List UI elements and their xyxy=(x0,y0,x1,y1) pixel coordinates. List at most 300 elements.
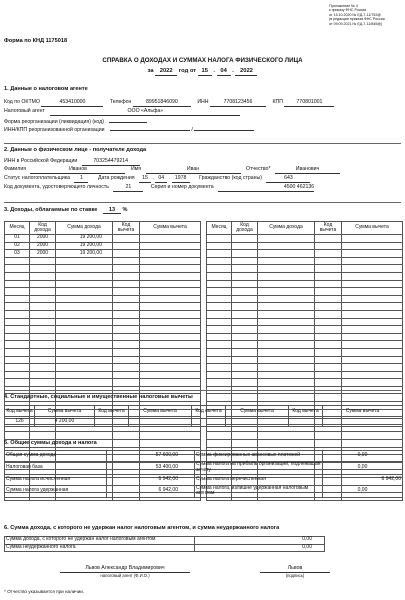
income-code-cell xyxy=(232,440,258,448)
deduction-sum-cell xyxy=(342,379,403,387)
income-code-cell xyxy=(232,432,258,440)
income-code-cell xyxy=(30,303,56,311)
deduction-sum-cell xyxy=(342,303,403,311)
income-sum-cell xyxy=(258,440,315,448)
income-sum-cell: 19 200,00 xyxy=(56,242,113,250)
period-doc-year: 2022 xyxy=(235,68,257,76)
table-row xyxy=(5,235,201,243)
surname-label: Фамилия xyxy=(4,166,27,172)
deduction-sum-cell xyxy=(342,432,403,440)
table-row xyxy=(5,280,201,288)
deduction-code-cell xyxy=(113,440,140,448)
month-cell xyxy=(207,348,232,356)
birth-day: 15 xyxy=(139,176,151,183)
month-cell xyxy=(207,341,232,349)
deduction-sum-cell xyxy=(342,295,403,303)
table-row xyxy=(5,371,201,379)
agent-fullname: Львов Александр Владимирович xyxy=(60,566,190,573)
income-sum-cell xyxy=(56,265,113,273)
income-sum-cell xyxy=(56,432,113,440)
table-row xyxy=(5,432,201,440)
empty-cell xyxy=(289,419,323,427)
month-cell xyxy=(207,250,232,258)
deduction-sum-cell xyxy=(342,364,403,372)
income-sum-cell xyxy=(258,348,315,356)
deduction-sum-cell xyxy=(342,265,403,273)
income-sum-cell xyxy=(258,379,315,387)
table-row xyxy=(5,318,201,326)
period-day: 15 xyxy=(198,68,212,76)
deduction-code-cell xyxy=(113,257,140,265)
deduction-sum-cell xyxy=(342,272,403,280)
income-sum-cell xyxy=(258,364,315,372)
recipient-name-line xyxy=(4,167,404,174)
month-cell xyxy=(207,280,232,288)
profit-tax-label: Сумма налога на прибыль организаций, подлежащая зачету xyxy=(195,462,323,475)
deduction-sum-cell xyxy=(342,440,403,448)
income-sum-cell xyxy=(258,356,315,364)
income-code-cell xyxy=(30,310,56,318)
table-row xyxy=(207,318,403,326)
deduction-code-cell xyxy=(113,371,140,379)
birth-month: 04 xyxy=(155,176,167,183)
income-sum-cell xyxy=(258,310,315,318)
income-sum-cell xyxy=(56,348,113,356)
unwithheld-income-value: 0,00 xyxy=(195,537,325,545)
reorg-line xyxy=(4,118,147,126)
table-row xyxy=(207,364,403,372)
income-sum-cell xyxy=(56,333,113,341)
deduction-sum-cell xyxy=(140,379,201,387)
income-code-cell xyxy=(232,379,258,387)
income-code-cell xyxy=(30,318,56,326)
month-cell: 01 xyxy=(5,235,30,243)
income-code-cell xyxy=(232,235,258,243)
totals-table xyxy=(4,450,403,498)
table-row xyxy=(5,310,201,318)
period-year: 2022 xyxy=(155,68,177,76)
deduction-sum-header: Сумма вычета xyxy=(323,406,403,419)
deduction-code-cell xyxy=(113,333,140,341)
month-cell xyxy=(5,333,30,341)
deduction-code-cell xyxy=(315,310,342,318)
income-sum-cell xyxy=(258,295,315,303)
income-sum-cell xyxy=(258,250,315,258)
income-code-cell xyxy=(30,326,56,334)
table-row xyxy=(5,348,201,356)
income-code-cell: 2000 xyxy=(30,242,56,250)
month-cell xyxy=(207,432,232,440)
income-code-cell xyxy=(232,371,258,379)
section-5-heading: 5. Общие суммы дохода и налога xyxy=(4,440,97,446)
name-label: Имя xyxy=(130,166,142,172)
doc-code-label: Код документа, удостоверяющего личность xyxy=(4,184,109,190)
birth-label: Дата рождения xyxy=(97,175,135,181)
deduction-code-cell xyxy=(113,280,140,288)
deduction-sum-cell xyxy=(342,288,403,296)
table-row xyxy=(207,348,403,356)
name-value: Иван xyxy=(146,167,241,174)
deduction-code-cell xyxy=(113,250,140,258)
deduction-code-cell xyxy=(113,364,140,372)
month-cell xyxy=(5,288,30,296)
deduction-sum-cell xyxy=(140,318,201,326)
reorg-inn-label: ИНН/КПП реорганизованной организации xyxy=(4,127,105,133)
table-row xyxy=(5,295,201,303)
income-sum-cell xyxy=(56,364,113,372)
income-code-cell xyxy=(30,272,56,280)
deduction-code-cell xyxy=(113,326,140,334)
appendix-line: от 09.09.2021 № ЕД-7-11/845@) xyxy=(329,21,383,26)
oktmo-label: Код по ОКТМО xyxy=(4,99,40,105)
table-row xyxy=(207,379,403,387)
income-sum-cell xyxy=(258,326,315,334)
income-sum-cell xyxy=(56,288,113,296)
deduction-code-header: Код вычета xyxy=(192,406,226,419)
table-row xyxy=(207,310,403,318)
deduction-sum-cell xyxy=(140,440,201,448)
total-income-value: 57 600,00 xyxy=(107,451,195,462)
income-sum-cell xyxy=(258,432,315,440)
income-code-cell xyxy=(30,280,56,288)
tax-overwithheld-label: Сумма налога, излишне удержанная налоговым агентом xyxy=(195,485,323,498)
phone-value: 89951846090 xyxy=(133,100,191,107)
deduction-code-cell xyxy=(315,341,342,349)
month-cell xyxy=(207,364,232,372)
recipient-inn-line xyxy=(4,159,140,166)
income-sum-cell xyxy=(258,341,315,349)
doc-code-value: 21 xyxy=(113,185,143,192)
deduction-code-header: Код вычета xyxy=(95,406,129,419)
table-row xyxy=(207,250,403,258)
appendix-line: Приложение № 4 xyxy=(329,4,358,8)
deduction-sum-cell xyxy=(342,371,403,379)
income-code-cell xyxy=(232,280,258,288)
month-cell xyxy=(207,356,232,364)
deduction-code-cell xyxy=(113,356,140,364)
patronymic-label: Отчество* xyxy=(245,166,271,172)
table-row xyxy=(5,288,201,296)
income-code-cell: 2000 xyxy=(30,250,56,258)
month-cell xyxy=(207,394,232,402)
deduction-sum-cell xyxy=(140,341,201,349)
recipient-status-line: Статус налогоплательщика 1 Дата рождения 15 . 04 . 1978 Гражданство (код страны) 643 xyxy=(4,176,404,183)
surname-value: Иванов xyxy=(30,167,125,174)
income-code-cell xyxy=(232,333,258,341)
col-income-code: Код дохода xyxy=(30,222,56,235)
month-cell: 02 xyxy=(5,242,30,250)
recipient-doc-line xyxy=(4,185,404,192)
month-cell xyxy=(207,303,232,311)
deduction-sum-cell xyxy=(140,235,201,243)
income-sum-cell xyxy=(56,303,113,311)
month-cell xyxy=(207,265,232,273)
reorg-kpp-value xyxy=(194,126,254,131)
form-code: Форма по КНД 1175018 xyxy=(4,38,68,44)
income-sum-cell xyxy=(258,394,315,402)
tax-base-label: Налоговая база xyxy=(5,462,107,475)
deduction-code-cell xyxy=(315,280,342,288)
deduction-sum-cell xyxy=(140,348,201,356)
deduction-sum: 4 200,00 xyxy=(35,419,95,427)
income-sum-cell xyxy=(56,310,113,318)
empty-cell xyxy=(325,544,403,552)
unwithheld-income-label: Сумма дохода, с которого не удержан налог налоговым агентом xyxy=(5,537,195,545)
empty-cell xyxy=(95,419,129,427)
income-sum-cell xyxy=(56,257,113,265)
month-cell xyxy=(5,326,30,334)
income-sum-cell xyxy=(258,303,315,311)
month-cell xyxy=(5,295,30,303)
month-cell xyxy=(207,379,232,387)
table-row xyxy=(207,235,403,243)
recipient-inn-label: ИНН в Российской Федерации xyxy=(4,158,78,164)
deduction-code-cell xyxy=(315,394,342,402)
deduction-sum-cell xyxy=(140,288,201,296)
income-sum-cell xyxy=(56,326,113,334)
income-code-cell xyxy=(30,356,56,364)
month-cell xyxy=(207,288,232,296)
tax-transferred-label: Сумма налога перечисленная xyxy=(195,474,323,485)
income-sum-cell xyxy=(56,371,113,379)
oktmo-value: 453410000 xyxy=(41,100,103,107)
period-month: 04 xyxy=(217,68,231,76)
income-code-cell xyxy=(30,348,56,356)
deduction-code-cell xyxy=(113,235,140,243)
unwithheld-table xyxy=(4,536,403,552)
month-cell xyxy=(5,348,30,356)
table-row xyxy=(207,265,403,273)
col-income-sum: Сумма дохода xyxy=(258,222,315,235)
signature-caption: (подпись) xyxy=(285,573,305,578)
tax-transferred-value: 6 942,00 xyxy=(323,474,403,485)
month-cell xyxy=(5,364,30,372)
agent-codes-line xyxy=(4,100,404,107)
section-4-heading: 4. Стандартные, социальные и имущественные налоговые вычеты xyxy=(4,394,193,400)
deduction-sum-cell xyxy=(140,250,201,258)
table-row xyxy=(207,280,403,288)
agent-label: Налоговый агент xyxy=(4,108,45,114)
table-row xyxy=(5,356,201,364)
table-row xyxy=(207,288,403,296)
income-sum-cell: 19 200,00 xyxy=(56,250,113,258)
month-cell xyxy=(207,326,232,334)
income-code-cell xyxy=(30,333,56,341)
table-row xyxy=(207,303,403,311)
deduction-code-cell xyxy=(315,364,342,372)
income-code-cell xyxy=(232,326,258,334)
deduction-code-cell xyxy=(315,272,342,280)
section-3-prefix: 3. Доходы, облагаемые по ставке xyxy=(4,207,98,213)
unwithheld-tax-label: Сумма неудержанного налога xyxy=(5,544,195,552)
deduction-sum-cell xyxy=(342,356,403,364)
deduction-code-cell xyxy=(113,265,140,273)
deduction-sum-cell xyxy=(342,318,403,326)
col-income-sum: Сумма дохода xyxy=(56,222,113,235)
appendix-line: от 15.10.2020 № ЕД-7-11/753@ xyxy=(329,12,381,17)
empty-cell xyxy=(226,419,289,427)
income-code-cell xyxy=(30,288,56,296)
citizenship-value: 643 xyxy=(266,176,310,183)
profit-tax-value: 0,00 xyxy=(323,462,403,475)
income-sum-cell xyxy=(258,280,315,288)
income-sum-cell xyxy=(258,257,315,265)
deduction-sum-cell xyxy=(342,394,403,402)
empty-cell xyxy=(192,419,226,427)
income-code-cell: 2000 xyxy=(30,235,56,243)
income-sum-cell xyxy=(56,318,113,326)
deduction-code-cell xyxy=(113,310,140,318)
income-code-cell xyxy=(30,371,56,379)
table-row xyxy=(5,265,201,273)
divider xyxy=(4,390,401,391)
deduction-code-cell xyxy=(113,348,140,356)
appendix-line: к приказу ФНС России xyxy=(329,8,367,13)
month-cell xyxy=(5,303,30,311)
income-code-cell xyxy=(30,295,56,303)
divider xyxy=(4,143,401,144)
income-code-cell xyxy=(30,379,56,387)
income-sum-cell xyxy=(56,272,113,280)
income-code-cell xyxy=(232,295,258,303)
agent-fullname-caption: налоговый агент (Ф.И.О.) xyxy=(100,573,150,578)
table-row xyxy=(207,341,403,349)
month-cell xyxy=(207,318,232,326)
unwithheld-tax-value: 0,00 xyxy=(195,544,325,552)
income-code-cell xyxy=(232,318,258,326)
deduction-code-header: Код вычета xyxy=(289,406,323,419)
income-code-cell xyxy=(30,341,56,349)
agent-inn-label: ИНН xyxy=(197,99,209,105)
fixed-advance-label: Сумма фиксированных авансовых платежей xyxy=(195,451,323,462)
deduction-sum-cell xyxy=(140,265,201,273)
month-cell xyxy=(5,272,30,280)
deduction-sum-cell xyxy=(140,364,201,372)
month-cell: 03 xyxy=(5,250,30,258)
month-cell xyxy=(207,257,232,265)
period-year-word: год xyxy=(178,68,189,74)
period-from: от xyxy=(189,68,197,74)
deduction-code-cell xyxy=(113,432,140,440)
kpp-label: КПП xyxy=(272,99,283,105)
month-cell xyxy=(5,280,30,288)
deduction-sum-cell xyxy=(140,356,201,364)
reorg-inn-value xyxy=(110,126,193,133)
month-cell xyxy=(5,318,30,326)
table-row xyxy=(207,432,403,440)
deduction-code-cell xyxy=(315,303,342,311)
income-code-cell xyxy=(232,242,258,250)
appendix-note xyxy=(329,4,399,26)
income-code-cell xyxy=(232,272,258,280)
income-code-cell xyxy=(232,250,258,258)
month-cell xyxy=(5,432,30,440)
total-income-label: Общая сумма дохода xyxy=(5,451,107,462)
doc-series-value: 4500 462136 xyxy=(218,185,314,192)
month-cell xyxy=(207,295,232,303)
deduction-sum-cell xyxy=(342,348,403,356)
deduction-sum-cell xyxy=(342,326,403,334)
deduction-code-cell xyxy=(315,257,342,265)
income-code-cell xyxy=(30,432,56,440)
tax-withheld-label: Сумма налога удержанная xyxy=(5,485,107,498)
phone-label: Телефон xyxy=(109,99,132,105)
deduction-code-cell xyxy=(315,440,342,448)
month-cell xyxy=(207,440,232,448)
table-row xyxy=(207,242,403,250)
tax-calculated-value: 6 942,00 xyxy=(107,474,195,485)
divider xyxy=(4,202,401,203)
table-row xyxy=(5,379,201,387)
deduction-sum-cell xyxy=(342,257,403,265)
patronymic-value: Иванович xyxy=(275,167,340,174)
deduction-code-header: Код вычета xyxy=(5,406,35,419)
deduction-sum-cell xyxy=(140,272,201,280)
month-cell xyxy=(5,371,30,379)
deduction-code-cell xyxy=(113,303,140,311)
income-code-cell xyxy=(232,356,258,364)
income-code-cell xyxy=(232,348,258,356)
income-sum-cell xyxy=(258,272,315,280)
reorg-label: Форма реорганизации (ликвидация) (код) xyxy=(4,119,104,125)
income-sum-cell xyxy=(258,333,315,341)
table-row xyxy=(207,394,403,402)
deduction-code-cell xyxy=(315,379,342,387)
deduction-sum-cell xyxy=(342,280,403,288)
section-3-heading xyxy=(4,207,128,214)
percent-sign: % xyxy=(122,207,128,213)
deduction-code-cell xyxy=(315,288,342,296)
deduction-sum-header: Сумма вычета xyxy=(129,406,192,419)
income-code-cell xyxy=(232,303,258,311)
income-sum-cell xyxy=(56,379,113,387)
income-sum-cell xyxy=(258,371,315,379)
table-row xyxy=(5,303,201,311)
document-title: СПРАВКА О ДОХОДАХ И СУММАХ НАЛОГА ФИЗИЧЕСКОГО ЛИЦА xyxy=(102,57,303,64)
deduction-code-cell xyxy=(315,242,342,250)
income-code-cell xyxy=(30,257,56,265)
table-row xyxy=(5,250,201,258)
deduction-sum-cell xyxy=(140,280,201,288)
deduction-sum-cell xyxy=(140,242,201,250)
recipient-inn-value: 703254479214 xyxy=(82,159,140,166)
deduction-code-cell xyxy=(113,379,140,387)
col-deduction-sum: Сумма вычета xyxy=(140,222,201,235)
deduction-sum-cell xyxy=(140,295,201,303)
deduction-sum-cell xyxy=(342,310,403,318)
deduction-sum-cell xyxy=(140,257,201,265)
month-cell xyxy=(207,333,232,341)
tax-overwithheld-value: 0,00 xyxy=(323,485,403,498)
deductions-table xyxy=(4,405,403,427)
deduction-code-cell xyxy=(315,333,342,341)
month-cell xyxy=(5,265,30,273)
table-row xyxy=(5,242,201,250)
status-label: Статус налогоплательщика xyxy=(4,175,71,181)
tax-withheld-value: 6 942,00 xyxy=(107,485,195,498)
income-code-cell xyxy=(232,364,258,372)
deduction-sum-cell xyxy=(342,235,403,243)
deduction-sum-header: Сумма вычета xyxy=(226,406,289,419)
deduction-sum-cell xyxy=(140,432,201,440)
empty-cell xyxy=(325,537,403,545)
table-row xyxy=(207,257,403,265)
income-sum-cell xyxy=(56,341,113,349)
income-code-cell xyxy=(232,341,258,349)
deduction-code-cell xyxy=(315,265,342,273)
table-row xyxy=(5,326,201,334)
col-month: Месяц xyxy=(5,222,30,235)
